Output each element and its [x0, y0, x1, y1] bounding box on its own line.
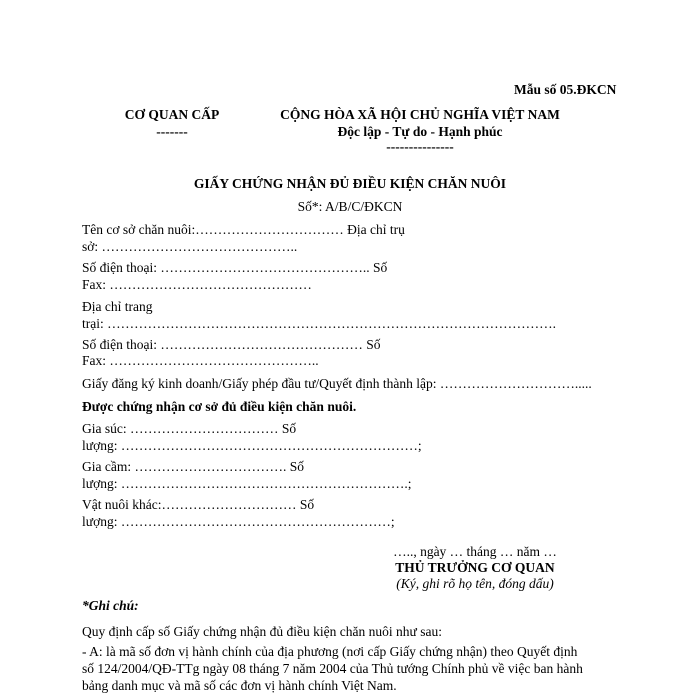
motto-rule: --------------- — [386, 139, 454, 154]
poultry-quantity-line: lượng: ……………………………………………………….; — [82, 476, 412, 491]
signature-note: (Ký, ghi rõ họ tên, đóng dấu) — [396, 576, 554, 591]
business-license-line: Giấy đăng ký kinh doanh/Giấy phép đầu tư/Quyết định thành lập: …………………………..... — [82, 376, 592, 391]
date-line: ….., ngày … tháng … năm … — [393, 544, 557, 559]
issuing-agency: CƠ QUAN CẤP — [124, 107, 220, 122]
facility-address-line: sở: …………………………………….. — [82, 239, 298, 254]
document-title: GIẤY CHỨNG NHẬN ĐỦ ĐIỀU KIỆN CHĂN NUÔI — [193, 176, 507, 191]
farm-phone-line: Số điện thoại: ……………………………………… Số — [82, 337, 381, 352]
cattle-quantity-line: lượng: …………………………………………………………; — [82, 438, 422, 453]
national-motto: Độc lập - Tự do - Hạnh phúc — [337, 124, 503, 139]
form-code: Mẫu số 05.ĐKCN — [514, 82, 617, 97]
phone-line: Số điện thoại: ……………………………………….. Số — [82, 260, 388, 275]
notes-heading: *Ghi chú: — [82, 598, 139, 613]
farm-address-label: Địa chỉ trang — [82, 299, 153, 314]
certified-heading: Được chứng nhận cơ sở đủ điều kiện chăn nuôi. — [82, 399, 357, 414]
notes-intro: Quy định cấp số Giấy chứng nhận đủ điều kiện chăn nuôi như sau: — [82, 624, 442, 639]
agency-rule: ------- — [156, 124, 188, 139]
signature-title: THỦ TRƯỞNG CƠ QUAN — [395, 560, 555, 575]
facility-name-line: Tên cơ sở chăn nuôi:…………………………… Địa chỉ trụ — [82, 222, 405, 237]
farm-fax-line: Fax: ……………………………………….. — [82, 353, 319, 368]
note-a-line-2: số 124/2004/QĐ-TTg ngày 08 tháng 7 năm 2004 của Thủ tướng Chính phủ về việc ban hành — [82, 661, 583, 676]
other-animal-line: Vật nuôi khác:………………………… Số — [82, 497, 315, 512]
cattle-line: Gia súc: …………………………… Số — [82, 421, 297, 436]
farm-address-line: trại: ………………………………………………………………………………………. — [82, 316, 556, 331]
fax-line: Fax: ……………………………………… — [82, 277, 312, 292]
other-quantity-line: lượng: ……………………………………………………; — [82, 514, 395, 529]
poultry-line: Gia cầm: ……………………………. Số — [82, 459, 304, 474]
note-a-line-3: bảng danh mục và mã số các đơn vị hành chính Việt Nam. — [82, 678, 397, 693]
note-a-line-1: - A: là mã số đơn vị hành chính của địa phương (nơi cấp Giấy chứng nhận) theo Quyết định — [82, 644, 578, 659]
certificate-number: Số*: A/B/C/ĐKCN — [297, 199, 403, 214]
nation-name: CỘNG HÒA XÃ HỘI CHỦ NGHĨA VIỆT NAM — [280, 107, 560, 122]
